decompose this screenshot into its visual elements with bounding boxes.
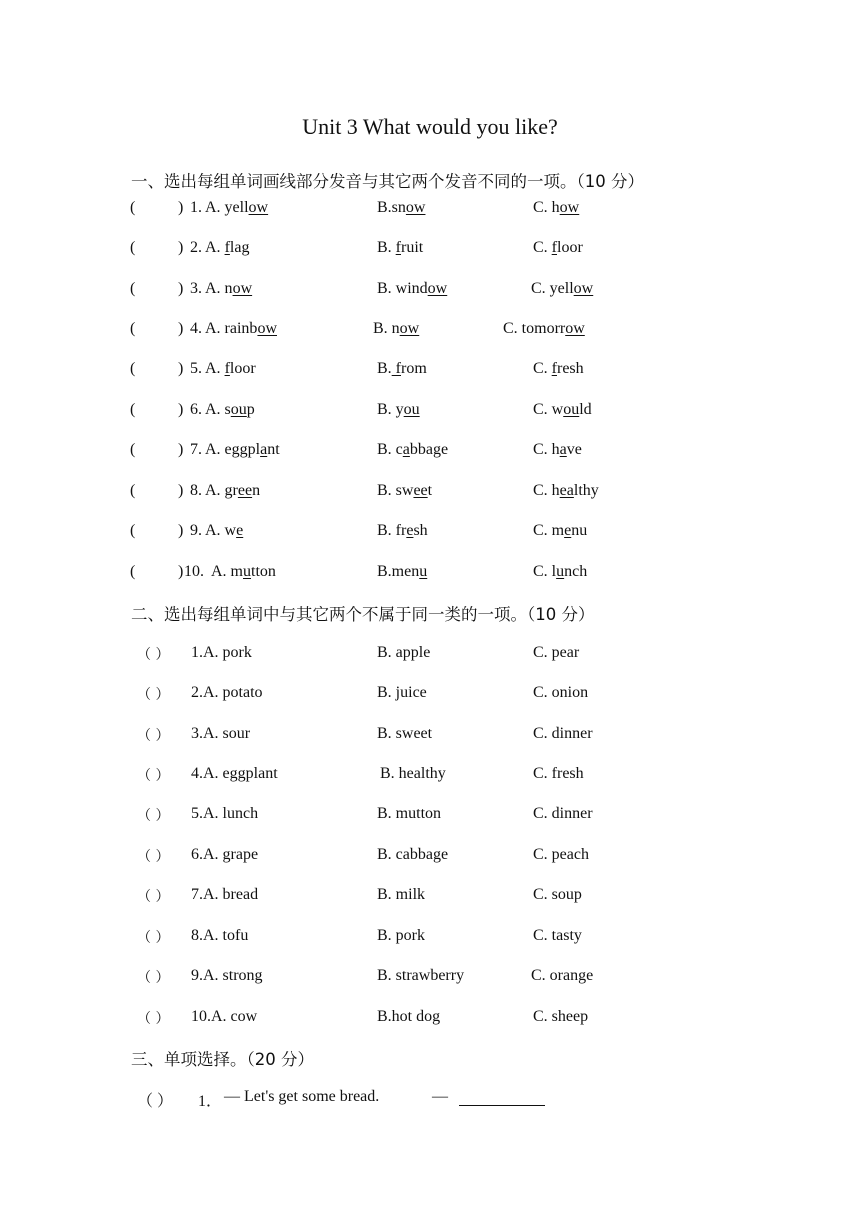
- section2-item: [0, 725, 860, 749]
- option-b: B. fresh: [377, 522, 428, 539]
- option-b: B. strawberry: [377, 967, 465, 984]
- option-c: C. yellow: [531, 280, 594, 297]
- section2-item: [0, 927, 860, 951]
- answer-paren[interactable]: (: [130, 522, 136, 539]
- option-b: B. now: [373, 320, 420, 337]
- answer-paren[interactable]: （ ）: [137, 808, 170, 824]
- answer-paren[interactable]: （ ）: [137, 849, 170, 865]
- option-c: C. lunch: [533, 563, 588, 580]
- option-a: 8.A. tofu: [191, 927, 249, 944]
- option-c: C. would: [533, 401, 592, 418]
- answer-paren[interactable]: （ ）: [137, 728, 170, 744]
- option-c: C. tomorrow: [503, 320, 585, 337]
- option-a: 6.A. grape: [191, 846, 259, 863]
- option-a: A. eggplant: [205, 441, 280, 458]
- option-c: C. sheep: [533, 1008, 589, 1025]
- option-c: C. orange: [531, 967, 594, 984]
- answer-paren[interactable]: (: [130, 401, 136, 418]
- option-a: A. floor: [205, 360, 256, 377]
- option-b: B. fruit: [377, 239, 424, 256]
- answer-paren[interactable]: (: [130, 280, 136, 297]
- section1-item: [0, 441, 860, 465]
- option-a: A. yellow: [205, 199, 269, 216]
- section2-item: [0, 805, 860, 829]
- section2-item: [0, 765, 860, 789]
- option-b: B.snow: [377, 199, 426, 216]
- answer-paren[interactable]: （ ）: [137, 1011, 170, 1027]
- option-b: B. cabbage: [377, 441, 449, 458]
- option-b: B. window: [377, 280, 448, 297]
- answer-paren-close: ): [178, 239, 184, 256]
- option-c: C. dinner: [533, 805, 593, 822]
- option-b: B. from: [377, 360, 427, 377]
- section1-item: [0, 360, 860, 384]
- option-a: A. rainbow: [205, 320, 277, 337]
- option-a: 9.A. strong: [191, 967, 263, 984]
- answer-paren[interactable]: (: [130, 320, 136, 337]
- question-number: 5.: [190, 360, 202, 377]
- option-a: A. mutton: [211, 563, 276, 580]
- option-c: C. fresh: [533, 360, 584, 377]
- answer-blank[interactable]: [459, 1088, 545, 1106]
- question-number: 7.: [190, 441, 202, 458]
- answer-paren[interactable]: （ ）: [137, 647, 170, 663]
- answer-paren[interactable]: (: [130, 360, 136, 377]
- option-b: B. mutton: [377, 805, 442, 822]
- option-a: 10.A. cow: [191, 1008, 258, 1025]
- section2-item: [0, 967, 860, 991]
- section1-item: [0, 280, 860, 304]
- answer-paren-close: ): [178, 563, 184, 580]
- answer-paren[interactable]: (: [130, 563, 136, 580]
- option-c: C. floor: [533, 239, 583, 256]
- option-b: B. sweet: [377, 482, 433, 499]
- answer-paren[interactable]: (: [130, 199, 136, 216]
- option-a: A. we: [205, 522, 244, 539]
- section3-heading: 三、单项选择。（20 分）: [131, 1050, 314, 1069]
- section1-item: [0, 522, 860, 546]
- answer-paren-close: ): [178, 280, 184, 297]
- section1-item: [0, 320, 860, 344]
- answer-paren-close: ): [178, 482, 184, 499]
- reply-dash: —: [432, 1088, 448, 1105]
- section2-item: [0, 846, 860, 870]
- question-number: 9.: [190, 522, 202, 539]
- section1-item: [0, 401, 860, 425]
- option-a: 2.A. potato: [191, 684, 263, 701]
- answer-paren[interactable]: (: [130, 441, 136, 458]
- option-c: C. have: [533, 441, 582, 458]
- section1-item: [0, 199, 860, 223]
- answer-paren-close: ): [178, 320, 184, 337]
- option-c: C. dinner: [533, 725, 593, 742]
- section2-item: [0, 1008, 860, 1032]
- answer-paren-close: ): [178, 522, 184, 539]
- option-c: C. fresh: [533, 765, 584, 782]
- option-a: 5.A. lunch: [191, 805, 259, 822]
- question-number: 3.: [190, 280, 202, 297]
- option-b: B. sweet: [377, 725, 433, 742]
- answer-paren[interactable]: （ ）: [137, 889, 170, 905]
- option-a: A. now: [205, 280, 253, 297]
- option-a: A. flag: [205, 239, 250, 256]
- answer-paren-close: ): [178, 401, 184, 418]
- question-number: 2.: [190, 239, 202, 256]
- option-c: C. menu: [533, 522, 588, 539]
- option-c: C. healthy: [533, 482, 599, 499]
- option-a: A. green: [205, 482, 261, 499]
- option-c: C. onion: [533, 684, 589, 701]
- page-title: Unit 3 What would you like?: [302, 114, 558, 139]
- section1-heading: 一、选出每组单词画线部分发音与其它两个发音不同的一项。（10 分）: [131, 172, 644, 191]
- option-a: 3.A. sour: [191, 725, 251, 742]
- option-c: C. soup: [533, 886, 582, 903]
- section2-item: [0, 886, 860, 910]
- option-b: B.menu: [377, 563, 428, 580]
- option-b: B. apple: [377, 644, 431, 661]
- option-a: A. soup: [205, 401, 255, 418]
- option-b: B. juice: [377, 684, 427, 701]
- answer-paren-close: ): [178, 360, 184, 377]
- question-number: 1．: [198, 1093, 223, 1110]
- answer-paren[interactable]: （ ）: [137, 970, 170, 986]
- section1-item: [0, 563, 860, 587]
- answer-paren[interactable]: （ ）: [137, 1093, 174, 1110]
- option-a: 7.A. bread: [191, 886, 259, 903]
- section1-item: [0, 482, 860, 506]
- answer-paren[interactable]: (: [130, 482, 136, 499]
- section2-item: [0, 684, 860, 708]
- option-c: C. peach: [533, 846, 589, 863]
- option-a: 4.A. eggplant: [191, 765, 278, 782]
- section1-item: [0, 239, 860, 263]
- section2-item: [0, 644, 860, 668]
- section2-heading: 二、选出每组单词中与其它两个不属于同一类的一项。（10 分）: [131, 605, 595, 624]
- section3-question-1: [0, 1088, 860, 1112]
- option-a: 1.A. pork: [191, 644, 252, 661]
- answer-paren[interactable]: （ ）: [137, 768, 170, 784]
- question-reply: [432, 1088, 448, 1106]
- option-c: C. pear: [533, 644, 580, 661]
- option-b: B. pork: [377, 927, 425, 944]
- question-prompt: — Let's get some bread.: [224, 1088, 380, 1105]
- option-b: B. you: [377, 401, 420, 418]
- answer-paren-close: ): [178, 199, 184, 216]
- question-number: 4.: [190, 320, 202, 337]
- option-b: B. cabbage: [377, 846, 449, 863]
- option-b: B. milk: [377, 886, 426, 903]
- option-b: B. healthy: [380, 765, 446, 782]
- question-number: 6.: [190, 401, 202, 418]
- answer-paren[interactable]: （ ）: [137, 687, 170, 703]
- question-number: 1.: [190, 199, 202, 216]
- option-c: C. how: [533, 199, 580, 216]
- option-c: C. tasty: [533, 927, 582, 944]
- answer-paren[interactable]: (: [130, 239, 136, 256]
- question-number: 8.: [190, 482, 202, 499]
- answer-paren-close: ): [178, 441, 184, 458]
- question-number: 10.: [184, 563, 204, 580]
- option-b: B.hot dog: [377, 1008, 441, 1025]
- answer-paren[interactable]: （ ）: [137, 930, 170, 946]
